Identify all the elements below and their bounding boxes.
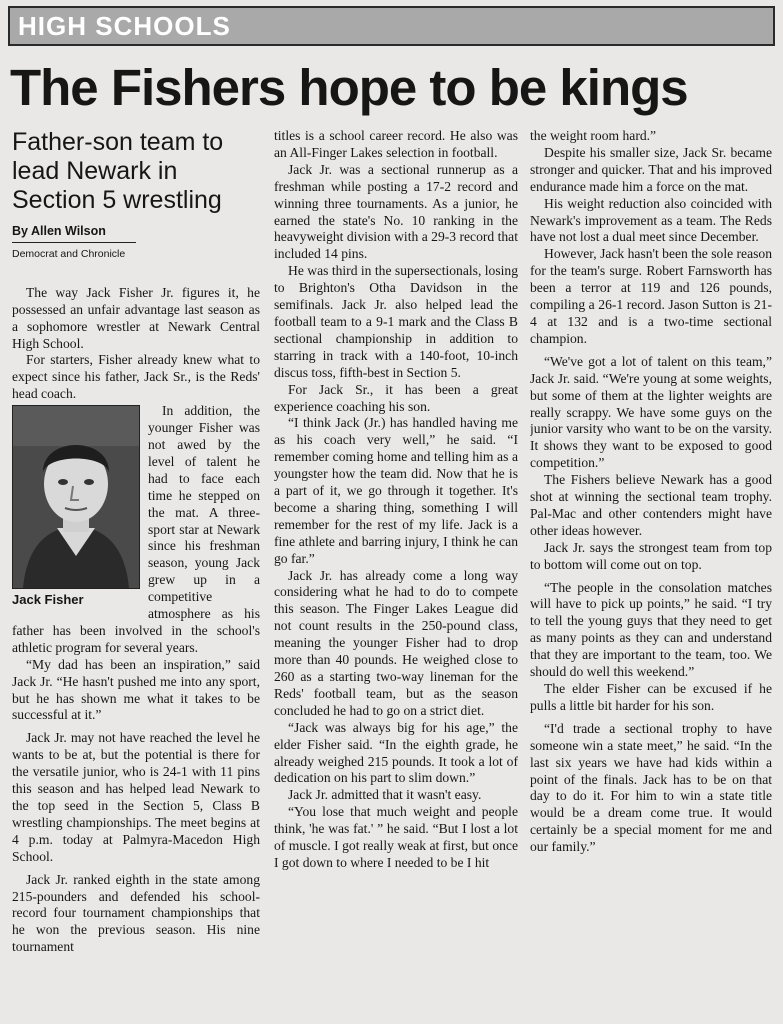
paragraph: The Fishers believe Newark has a good shot at winning the sectional team trophy. Pal-Mac and other contenders might have other ideas however.: [530, 472, 772, 538]
article-column-3: [530, 128, 772, 1020]
byline: By Allen Wilson: [12, 223, 136, 243]
section-header-bar: [8, 6, 775, 46]
paragraph: Jack Jr. has already come a long way considering what he had to do to compete this season. The Finger Lakes League did not count results in the 250-pound class, meaning the younger Fisher had to drop more than 40 pounds. He weighed close to 260 as a starting two-way lineman for the Reds' football team, but as the season concluded he had to go on a strict diet.: [274, 567, 518, 718]
paragraph: However, Jack hasn't been the sole reason for the team's surge. Robert Farnsworth has been a terror at 119 and 126 pounds, compiling a 26-1 record. Jason Sutton is 21-4 at 132 and is a two-time sectional champion.: [530, 246, 772, 346]
article-column-1: [12, 128, 260, 1020]
paragraph: “My dad has been an inspiration,” said Jack Jr. “He hasn't pushed me into any sport, but he has shown me what it takes to be successful at it.”: [12, 656, 260, 723]
paragraph: Jack Jr. admitted that it wasn't easy.: [288, 787, 482, 803]
paragraph: The way Jack Fisher Jr. figures it, he possessed an unfair advantage last season as a sophomore wrestler at Newark Central High School.: [12, 284, 260, 351]
byline-affiliation: Democrat and Chronicle: [12, 247, 126, 260]
paragraph: His weight reduction also coincided with Newark's improvement as a team. The Reds have not lost a dual meet since December.: [530, 195, 772, 245]
player-photo: [12, 405, 140, 589]
headline: The Fishers hope to be kings: [10, 59, 688, 116]
paragraph: “The people in the consolation matches will have to pick up points,” he said. “I try to tell the young guys that they need to get as many points as they can and understand that they are important to the team, too. We should do well this weekend.”: [530, 579, 772, 680]
paragraph: Jack Jr. was a sectional runnerup as a freshman while posting a 17-2 record and winning three tournaments. As a junior, he earned the state's No. 10 ranking in the heavyweight division with a 29-3 record that included 14 pins.: [274, 161, 518, 262]
paragraph: “I'd trade a sectional trophy to have someone win a state meet,” he said. “In the last six years we have had kids within a point of the finals. Jack has to be on that day to do it. For him to win a state title would be a dream come true. It would certainly be a special moment for me and our family.”: [530, 720, 772, 855]
paragraph: “You lose that much weight and people think, 'he was fat.' ” he said. “But I lost a lot of muscle. I got really weak at first, but once I got down to where I needed to be I hit: [274, 804, 518, 870]
paragraph: Despite his smaller size, Jack Sr. became stronger and quicker. That and his improved endurance made him a force on the mat.: [530, 144, 772, 194]
paragraph: “I think Jack (Jr.) has handled having me as his coach very well,” he said. “I remember coming home and telling him as a youngster how the team did. Now that he is a part of it, we go through it together. It's become a sharing thing, something I will remember for the rest of my life. Jack is a fine athlete and barring injury, I think he can go far.”: [274, 415, 518, 566]
paragraph: He was third in the supersectionals, losing to Brighton's Otha Davidson in the semifinals. Jack Jr. also helped lead the football team to a 9-1 mark and the Class B sectional championship in addition to starring in track with a 140-foot, 10-inch discus toss, fifth-best in Section 5.: [274, 263, 518, 380]
paragraph: In addition, the younger Fisher was not awed by the level of talent he had to face each time he stepped on the mat. A three-sport star at Newark since his freshman season, young Jack grew up in a competitive atmosphere as his father has been involved in the school's athletic program for several years.: [12, 403, 260, 655]
paragraph: “Jack was always big for his age,” the elder Fisher said. “In the eighth grade, he already weighed 215 pounds. It took a lot of dedication on his part to slim down.”: [274, 719, 518, 786]
article-column-2: [274, 128, 518, 1020]
portrait-image: [13, 406, 139, 588]
paragraph: The elder Fisher can be excused if he pulls a little bit harder for his son.: [530, 681, 772, 713]
paragraph: For starters, Fisher already knew what to expect since his father, Jack Sr., is the Reds' head coach.: [12, 352, 260, 402]
photo-caption: Jack Fisher: [12, 592, 84, 608]
paragraph: Jack Jr. says the strongest team from top to bottom will come out on top.: [530, 539, 772, 572]
section-label: HIGH SCHOOLS: [18, 11, 231, 41]
deck-subheadline: Father-son team to lead Newark in Section 5 wrestling: [12, 128, 224, 214]
photo-block: [12, 405, 140, 609]
paragraph: the weight room hard.”: [530, 128, 657, 143]
paragraph: For Jack Sr., it has been a great experience coaching his son.: [274, 381, 518, 414]
paragraph: Jack Jr. may not have reached the level he wants to be at, but the potential is there for the versatile junior, who is 24-1 with 11 pins this season and has helped lead Newark to the top seed in the Section 5, Class B wrestling championships. The meet begins at 4 p.m. today at Palmyra-Macedon High School.: [12, 730, 260, 864]
paragraph: “We've got a lot of talent on this team,” Jack Jr. said. “We're young at some weights, but some of them at the lighter weights are really scrappy. We have some guys on the junior varsity who want to be on the varsity. It shows they want to be exposed to good competition.”: [530, 353, 772, 471]
paragraph: Jack Jr. ranked eighth in the state among 215-pounders and defended his school-record four tournament championships that he won the previous season. His nine tournament: [12, 871, 260, 955]
paragraph: titles is a school career record. He also was an All-Finger Lakes selection in football.: [274, 128, 518, 160]
